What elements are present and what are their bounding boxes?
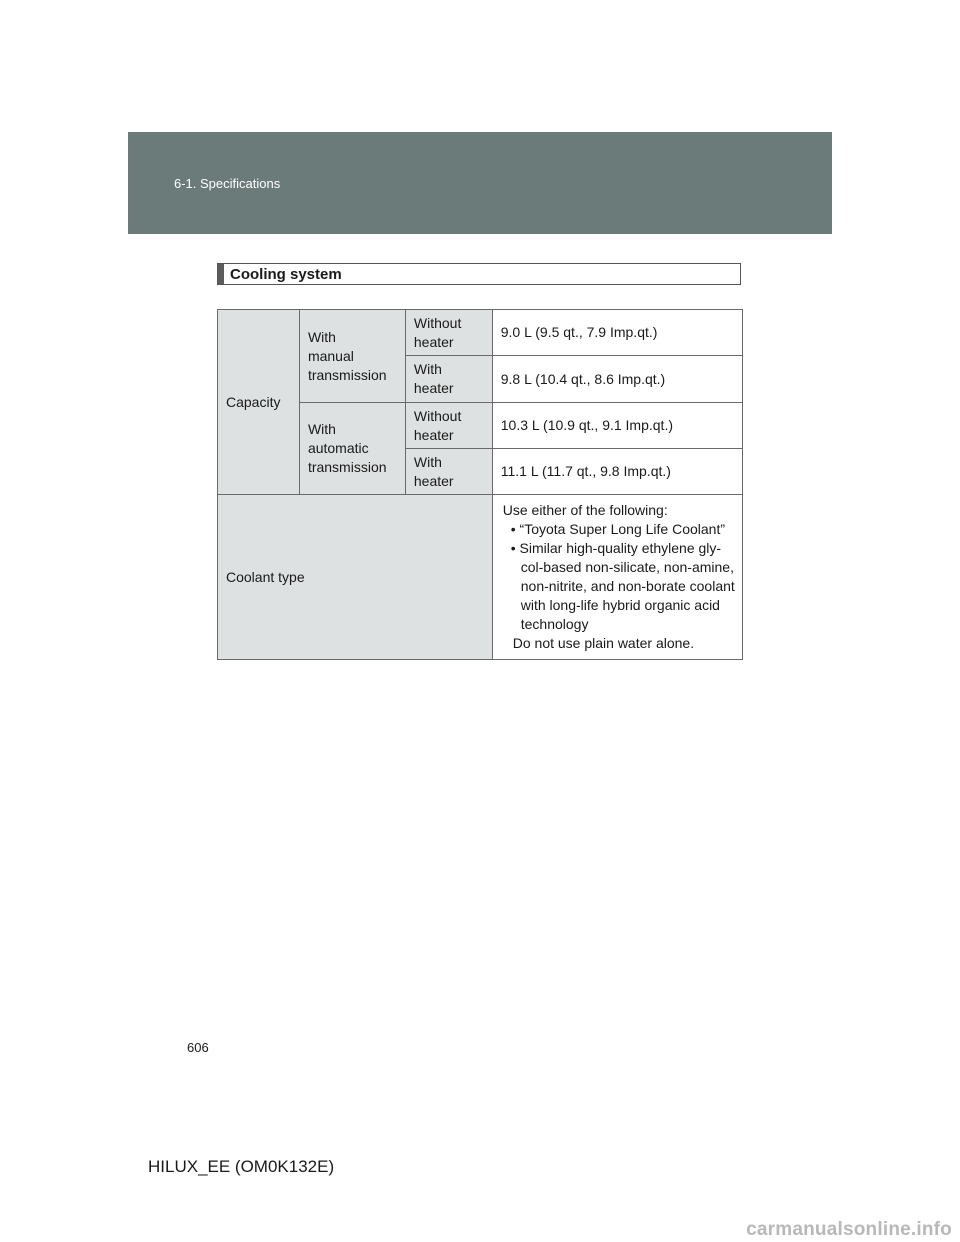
- section-breadcrumb: 6-1. Specifications: [174, 176, 281, 191]
- heater-label: Without heater: [405, 310, 492, 356]
- coolant-intro: Use either of the following:: [502, 502, 668, 518]
- page-number: 606: [187, 1040, 209, 1055]
- coolant-type-value: [492, 495, 742, 660]
- manual-transmission-label: With manual transmission: [299, 310, 405, 403]
- table-row: [218, 495, 743, 660]
- heading-accent-bar: [218, 264, 224, 284]
- capacity-value: 10.3 L (10.9 qt., 9.1 Imp.qt.): [492, 403, 742, 449]
- section-title: Cooling system: [230, 266, 342, 283]
- document-code: HILUX_EE (OM0K132E): [148, 1157, 335, 1176]
- capacity-value: 9.8 L (10.4 qt., 8.6 Imp.qt.): [492, 356, 742, 403]
- table-row: [218, 310, 743, 356]
- capacity-label: Capacity: [218, 310, 300, 495]
- header-band: [128, 132, 832, 234]
- capacity-value: 11.1 L (11.7 qt., 9.8 Imp.qt.): [492, 449, 742, 495]
- heater-label: With heater: [405, 449, 492, 495]
- list-item: • “Toyota Super Long Life Coolant”: [510, 521, 726, 537]
- heater-label: With heater: [405, 356, 492, 403]
- automatic-transmission-label: With automatic transmission: [299, 403, 405, 495]
- coolant-type-label: Coolant type: [218, 495, 493, 660]
- watermark: carmanualsonline.info: [746, 1219, 952, 1240]
- section-heading: [217, 263, 741, 285]
- heater-label: Without heater: [405, 403, 492, 449]
- coolant-options: [503, 520, 736, 634]
- capacity-value: 9.0 L (9.5 qt., 7.9 Imp.qt.): [492, 310, 742, 356]
- list-item: • Similar high-quality ethylene gly-col-based non-silicate, non-amine, non-nitrite, and non-borate coolant with long-life hybrid organic acid technology: [510, 540, 735, 632]
- coolant-note: Do not use plain water alone.: [512, 635, 695, 651]
- cooling-spec-table: [217, 309, 743, 660]
